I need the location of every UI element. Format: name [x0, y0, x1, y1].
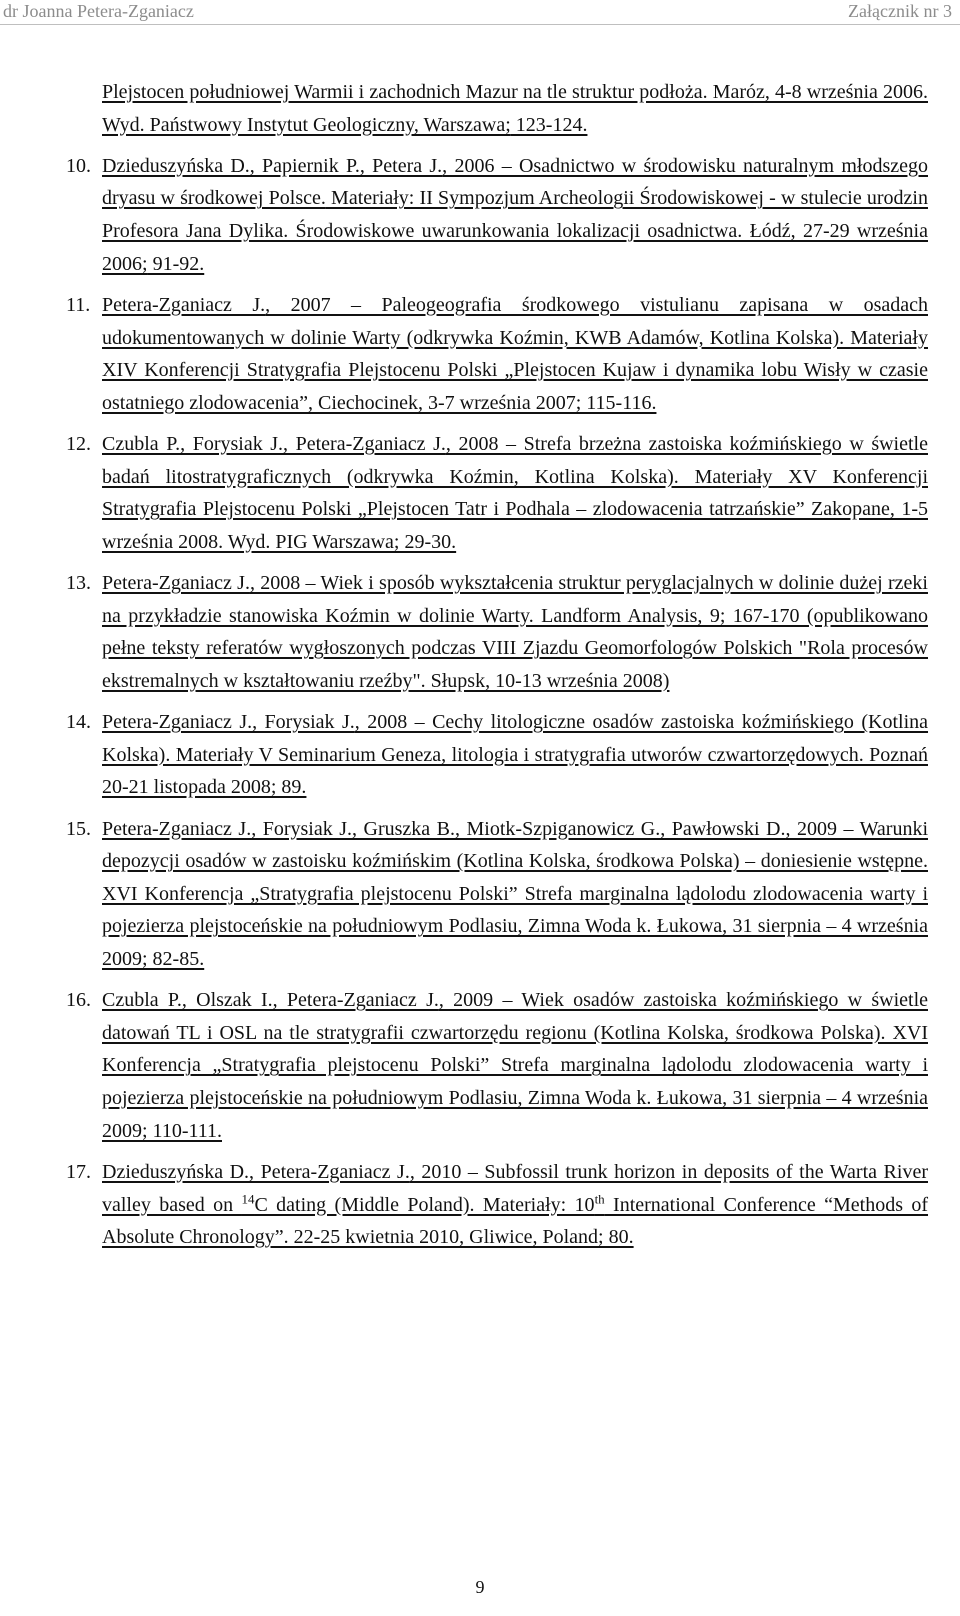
- entry-text: [102, 289, 928, 419]
- continuation-text: Plejstocen południowej Warmii i zachodnich Mazur na tle struktur podłoża. Maróz, 4-8 września 2006. Wyd. Państwowy Instytut Geologiczny, Warszawa;: [102, 81, 928, 136]
- entry-authors: Petera-Zganiacz J., Forysiak J.: [102, 711, 355, 734]
- entry-body: , 2009 – Warunki depozycji osadów w zastoisku koźmińskim (Kotlina Kolska, środkowa Polska) – doniesienie wstępne. XVI Konferencja „Stratygrafia plejstocenu Polski” Strefa marginalna lądolodu zlodowacenia warty i pojezierza plejstoceńskie na południowym Podlasiu, Zimna Woda k. Łukowa, 31 sierpnia – 4 września 2009; 82-85.: [102, 817, 929, 970]
- bibliography-entry-10: [66, 150, 928, 280]
- entry-source: Materiały: II Sympozjum Archeologii Środowiskowej - w stulecie urodzin Profesora Jana Dylika. Środowiskowe uwarunkowania lokalizacji osadnictwa. Łódź, 27-29 września 2006;: [102, 187, 928, 275]
- entry-text: [102, 1156, 928, 1254]
- entry-number: 14.: [66, 711, 91, 734]
- entry-text: [102, 706, 928, 804]
- page-number: 9: [475, 1577, 485, 1597]
- entry-body: , 2008 – Cechy litologiczne osadów zastoiska koźmińskiego (Kotlina Kolska). Materiały V Seminarium Geneza, litologia i stratygrafia utworów czwartorzędowych. Poznań 20-21 listopada 2008; 89.: [102, 711, 929, 799]
- bibliography-list: [66, 76, 929, 1262]
- entry-number: 13.: [66, 572, 91, 595]
- entry-authors: Czubla P., Olszak I., Petera-Zganiacz J.: [102, 989, 439, 1012]
- bibliography-entry-13: [66, 567, 928, 697]
- bibliography-entry-14: [66, 706, 929, 804]
- header-attachment: Załącznik nr 3: [848, 1, 952, 21]
- entry-body: , 2008 – Strefa brzeżna zastoiska koźmińskiego w świetle badań litostratygraficznych (odkrywka Koźmin, Kotlina Kolska). Materiały XV Konferencji Stratygrafia Plejstocenu Polski „Plejstocen Tatr i Podhala – zlodowacenia tatrzańskie” Zakopane, 1-5 września 2008. Wyd. PIG Warszawa; 29-30.: [102, 433, 928, 553]
- entry-number: 12.: [66, 433, 91, 455]
- entry-authors: Petera-Zganiacz J.: [102, 572, 250, 595]
- entry-text: [102, 984, 928, 1147]
- entry-body: , 2007 – Paleogeografia środkowego vistulianu zapisana w osadach udokumentowanych w dolinie Warty (odkrywka Koźmin, KWB Adamów, Kotlina Kolska). Materiały XIV Konferencji Stratygrafia Plejstocenu Polski „Plejstocen Kujaw i dynamika lobu Wisły w czasie ostatniego zlodowacenia”, Ciechocinek, 3-7 września 2007; 115-116.: [102, 293, 928, 414]
- entry-number: 16.: [66, 989, 91, 1012]
- entry-authors: Petera-Zganiacz J.: [102, 293, 266, 316]
- header-author: dr Joanna Petera-Zganiacz: [3, 1, 194, 21]
- entry-number: 11.: [66, 293, 91, 316]
- bibliography-entry-11: [66, 289, 928, 419]
- bibliography-entry-15: [66, 813, 929, 976]
- entry-authors: Dzieduszyńska D., Petera-Zganiacz J.: [102, 1160, 410, 1183]
- page-header: [0, 0, 960, 25]
- bibliography-entry-16: [66, 984, 928, 1147]
- entry-title: , 2006 – Osadnictwo w środowisku naturalnym młodszego dryasu w środkowej Polsce.: [102, 154, 928, 210]
- continuation-pages: 123-124.: [510, 113, 588, 136]
- entry-number: 10.: [66, 154, 91, 177]
- entry-text: [102, 813, 928, 976]
- bibliography-entry-17: [66, 1156, 929, 1254]
- entry-text: [102, 567, 928, 697]
- entry-source: International Conference “Methods of Absolute Chronology”. 22-25 kwietnia 2010, Gliwice, Poland; 80.: [102, 1193, 929, 1249]
- ordinal-superscript: th: [594, 1190, 605, 1206]
- entry-number: 15.: [66, 817, 91, 840]
- entry-continuation: [102, 76, 928, 141]
- carbon-superscript: 14: [241, 1190, 255, 1206]
- entry-text: [102, 150, 928, 280]
- entry-body: , 2009 – Wiek osadów zastoiska koźmińskiego w świetle datowań TL i OSL na tle stratygrafii czwartorzędu regionu (Kotlina Kolska, środkowa Polska). XVI Konferencja „Stratygrafia plejstocenu Polski” Strefa marginalna lądolodu zlodowacenia warty i pojezierza plejstoceńskie na południowym Podlasiu, Zimna Woda k. Łukowa, 31 sierpnia – 4 września 2009; 110-111.: [102, 989, 928, 1142]
- entry-number: 17.: [66, 1160, 91, 1183]
- entry-text: [102, 428, 928, 558]
- entry-authors: Dzieduszyńska D., Papiernik P., Petera J.: [102, 154, 443, 177]
- entry-authors: Petera-Zganiacz J., Forysiak J., Gruszka B., Miotk-Szpiganowicz G., Pawłowski D.: [102, 817, 786, 840]
- entry-title-cont: C dating (Middle Poland). Materiały: 10: [254, 1193, 595, 1216]
- entry-body: , 2008 – Wiek i sposób wykształcenia struktur peryglacjalnych w dolinie dużej rzeki na przykładzie stanowiska Koźmin w dolinie Warty. Landform Analysis, 9; 167-170 (opublikowano pełne teksty referatów wygłoszonych podczas VIII Zjazdu Geomorfologów Polskich "Rola procesów ekstremalnych w kształtowaniu rzeźby". Słupsk, 10-13 września 2008): [102, 572, 928, 692]
- entry-authors: Czubla P., Forysiak J., Petera-Zganiacz J.: [102, 433, 446, 455]
- entry-title: , 2010 – Subfossil trunk horizon in deposits of the Warta River valley based on: [102, 1160, 928, 1216]
- bibliography-entry-12: [66, 428, 928, 558]
- entry-pages: 91-92.: [147, 252, 205, 275]
